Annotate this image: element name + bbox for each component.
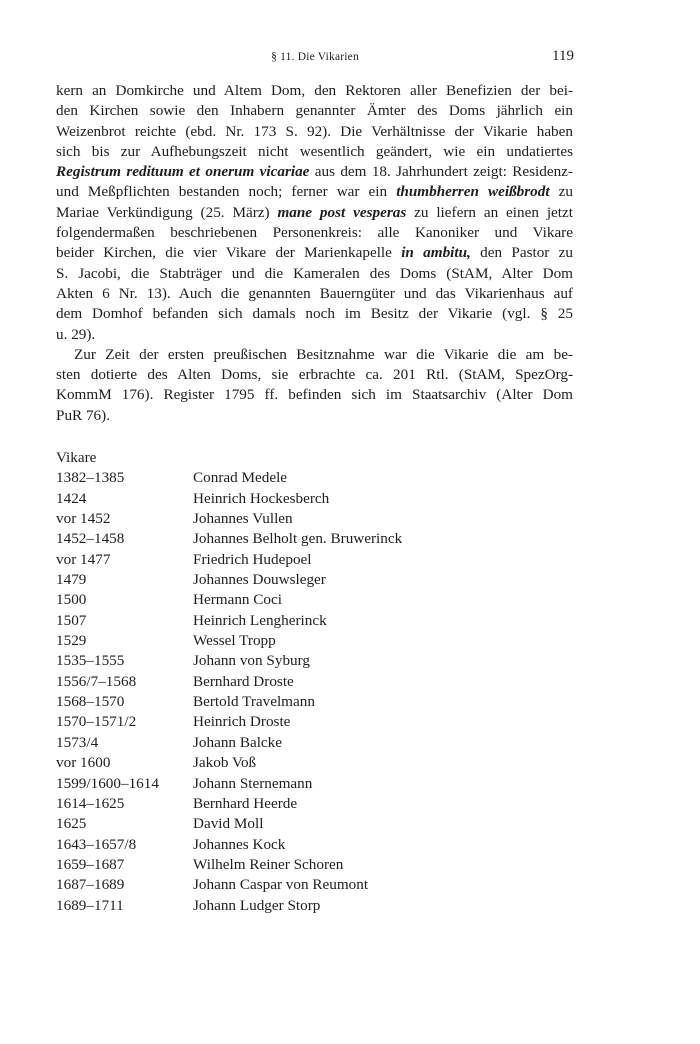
vicar-name: Johannes Belholt gen. Bruwerinck: [193, 530, 403, 548]
text-line: KommM 176). Register 1795 ff. befinden sich im Staatsarchiv (Alter Dom: [56, 386, 573, 404]
list-item: [56, 489, 556, 509]
list-item: [56, 651, 556, 671]
vicar-name: David Moll: [193, 815, 264, 833]
tenure-years: 1614–1625: [56, 794, 125, 812]
list-item: [56, 794, 556, 814]
latin-term: in ambitu,: [401, 244, 471, 262]
vicar-name: Heinrich Lengherinck: [193, 611, 327, 629]
list-item: [56, 774, 556, 794]
page-number: 119: [552, 48, 574, 64]
vicar-name: Johann Ludger Storp: [193, 896, 321, 914]
vicar-name: Johann Sternemann: [193, 774, 313, 792]
vicar-name: Bernhard Heerde: [193, 794, 298, 812]
text-line: dem Domhof befanden sich damals noch im Besitz der Vikarie (vgl. § 25: [56, 305, 573, 323]
tenure-years: 1556/7–1568: [56, 672, 137, 690]
text-line: sich bis zur Aufhebungszeit nicht wesentlich geändert, wie ein undatiertes: [56, 142, 573, 160]
text-run: zu liefern an einen jetzt: [406, 203, 573, 221]
vicar-name: Wessel Tropp: [193, 632, 276, 650]
list-item: [56, 631, 556, 651]
tenure-years: vor 1477: [56, 550, 111, 568]
tenure-years: 1643–1657/8: [56, 835, 137, 853]
tenure-years: 1570–1571/2: [56, 713, 137, 731]
text-run: beider Kirchen, die vier Vikare der Marienkapelle: [56, 244, 402, 262]
tenure-years: 1535–1555: [56, 652, 125, 670]
text-line: [56, 243, 573, 263]
tenure-years: 1382–1385: [56, 469, 125, 487]
tenure-years: vor 1600: [56, 754, 111, 772]
text-line: u. 29).: [56, 325, 96, 343]
tenure-years: 1452–1458: [56, 530, 125, 548]
text-line: Zur Zeit der ersten preußischen Besitznahme war die Vikarie die am be-: [74, 345, 573, 363]
tenure-years: 1529: [56, 632, 87, 650]
tenure-years: 1659–1687: [56, 855, 125, 873]
vicar-name: Johann Caspar von Reumont: [193, 876, 369, 894]
tenure-years: 1689–1711: [56, 896, 124, 914]
vicar-name: Heinrich Hockesberch: [193, 489, 330, 507]
vicar-name: Johannes Vullen: [193, 510, 293, 528]
quoted-term: thumbherren weißbrodt: [396, 183, 550, 201]
text-run: zu: [549, 183, 573, 201]
text-line: S. Jacobi, die Stabträger und die Kameralen des Doms (StAM, Alter Dom: [56, 264, 573, 282]
page-header: [56, 48, 574, 68]
tenure-years: 1424: [56, 489, 87, 507]
text-run: Mariae Verkündigung (25. März): [56, 203, 278, 221]
tenure-years: 1599/1600–1614: [56, 774, 159, 792]
text-run: den Pastor zu: [470, 244, 573, 262]
paragraph-2: [56, 345, 573, 426]
vikare-rows: [56, 468, 556, 916]
latin-term: mane post vesperas: [277, 203, 407, 221]
list-item: [56, 509, 556, 529]
tenure-years: 1500: [56, 591, 87, 609]
list-item: [56, 875, 556, 895]
tenure-years: 1568–1570: [56, 693, 125, 711]
list-heading: Vikare: [56, 449, 97, 466]
tenure-years: 1507: [56, 611, 87, 629]
vicar-name: Conrad Medele: [193, 469, 288, 487]
tenure-years: vor 1452: [56, 510, 111, 528]
text-line: kern an Domkirche und Altem Dom, den Rektoren aller Benefizien der bei-: [56, 82, 573, 99]
text-run: aus dem 18. Jahrhundert zeigt: Residenz-: [309, 163, 573, 181]
list-item: [56, 529, 556, 549]
latin-term: Registrum redituum et onerum vicariae: [56, 163, 310, 181]
list-item: [56, 855, 556, 875]
text-line: [56, 162, 573, 182]
tenure-years: 1687–1689: [56, 876, 125, 894]
list-item: [56, 468, 556, 488]
list-item: [56, 611, 556, 631]
list-item: [56, 570, 556, 590]
list-item: [56, 733, 556, 753]
tenure-years: 1625: [56, 815, 87, 833]
vicar-name: Heinrich Droste: [193, 713, 291, 731]
list-item: [56, 712, 556, 732]
text-line: PuR 76).: [56, 406, 111, 424]
vicar-name: Johann Balcke: [193, 733, 282, 751]
text-line: folgendermaßen beschriebenen Personenkreis: alle Kanoniker und Vikare: [56, 224, 573, 242]
text-line: Weizenbrot reichte (ebd. Nr. 173 S. 92). Die Verhältnisse der Vikarie haben: [56, 122, 573, 140]
list-item: [56, 835, 556, 855]
vicar-name: Hermann Coci: [193, 591, 282, 609]
text-run: und Meßpflichten bestanden noch; ferner war ein: [56, 183, 397, 201]
text-line: [56, 182, 573, 202]
list-item: [56, 753, 556, 773]
list-item: [56, 692, 556, 712]
list-item: [56, 672, 556, 692]
text-line: den Kirchen sowie den Inhabern genannter Ämter des Doms jährlich ein: [56, 102, 573, 120]
list-item: [56, 550, 556, 570]
paragraph-1: [56, 81, 573, 345]
text-line: sten dotierte des Alten Doms, sie erbrachte ca. 201 Rtl. (StAM, SpezOrg-: [56, 366, 573, 384]
list-item: [56, 590, 556, 610]
vicar-name: Wilhelm Reiner Schoren: [193, 855, 344, 873]
vikare-list: [56, 448, 556, 916]
vicar-name: Bertold Travelmann: [193, 693, 315, 711]
body-text: [56, 81, 573, 426]
tenure-years: 1479: [56, 571, 87, 589]
vicar-name: Jakob Voß: [193, 754, 257, 772]
vicar-name: Johann von Syburg: [193, 652, 311, 670]
tenure-years: 1573/4: [56, 733, 99, 751]
vicar-name: Johannes Kock: [193, 835, 286, 853]
list-item: [56, 814, 556, 834]
vicar-name: Friedrich Hudepoel: [193, 550, 312, 568]
text-line: [56, 203, 573, 223]
running-head: § 11. Die Vikarien: [271, 51, 359, 63]
text-line: Akten 6 Nr. 13). Auch die genannten Bauerngüter und das Vikarienhaus auf: [56, 284, 573, 302]
vicar-name: Johannes Douwsleger: [193, 571, 326, 589]
list-item: [56, 896, 556, 916]
vicar-name: Bernhard Droste: [193, 672, 294, 690]
